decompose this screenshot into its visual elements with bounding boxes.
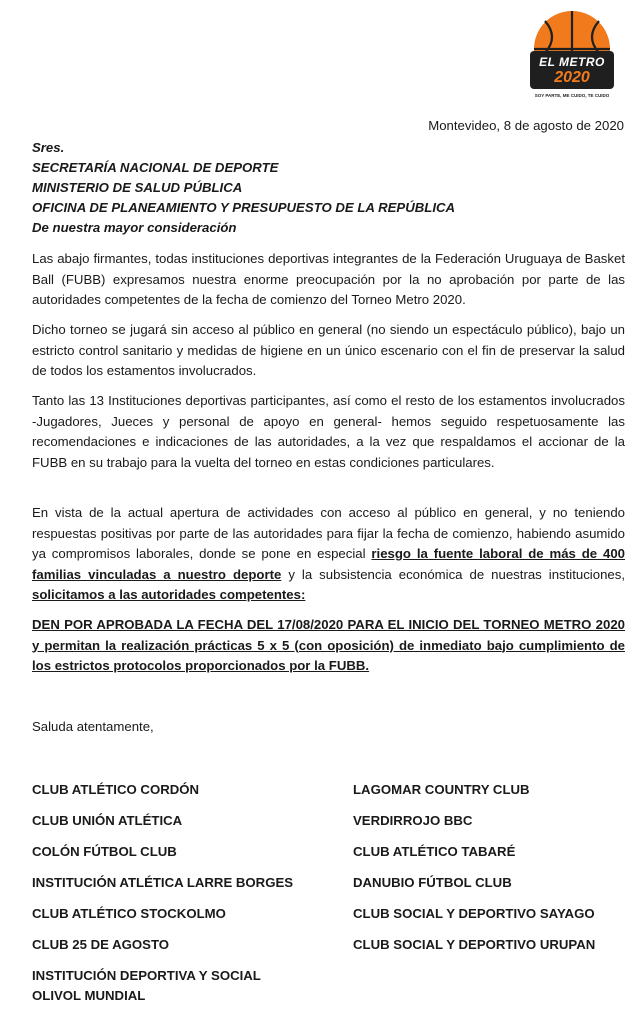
- paragraph-4-request: solicitamos a las autoridades competentes:: [32, 587, 306, 602]
- paragraph-4-text: En vista de la actual apertura de actividades con acceso al público en general, y no teniendo respuestas positivas por parte de las autoridades para fijar la fecha de comienzo, habiendo asumido ya compromisos laborales, donde se pone en especial: [32, 505, 625, 561]
- logo-title: EL METRO: [539, 55, 605, 69]
- logo-tagline: SOY PARTE, ME CUIDO, TE CUIDO: [534, 93, 610, 98]
- club-name: INSTITUCIÓN DEPORTIVA Y SOCIAL: [32, 968, 261, 983]
- club-name: LAGOMAR COUNTRY CLUB: [353, 782, 530, 797]
- club-name: INSTITUCIÓN ATLÉTICA LARRE BORGES: [32, 875, 294, 890]
- letter-date: Montevideo, 8 de agosto de 2020: [428, 118, 624, 133]
- clubs-left-column: [32, 780, 293, 1006]
- recipient-line: OFICINA DE PLANEAMIENTO Y PRESUPUESTO DE LA REPÚBLICA: [32, 200, 456, 215]
- paragraph-2: Dicho torneo se jugará sin acceso al público en general (no siendo un espectáculo público), bajo un estricto control sanitario y medidas de higiene en un único escenario con el fin de preservar la salud de todos los estamentos involucrados.: [32, 322, 625, 378]
- salutation-line: Sres.: [32, 140, 65, 155]
- paragraph-4-emphasis: riesgo la fuente laboral de más de 400 familias vinculadas a nuestro deporte: [32, 546, 625, 582]
- recipient-line: SECRETARÍA NACIONAL DE DEPORTE: [32, 160, 279, 175]
- addressee-block: [32, 138, 455, 238]
- request-paragraph: DEN POR APROBADA LA FECHA DEL 17/08/2020 PARA EL INICIO DEL TORNEO METRO 2020 y permitan la realización prácticas 5 x 5 (con oposición) de inmediato bajo cumplimiento de los estrictos protocolos proporcionados por la FUBB.: [32, 617, 625, 673]
- club-name: VERDIRROJO BBC: [353, 813, 473, 828]
- recipient-line: MINISTERIO DE SALUD PÚBLICA: [32, 180, 243, 195]
- club-name-continued: OLIVOL MUNDIAL: [32, 988, 146, 1003]
- clubs-right-column: [353, 780, 595, 955]
- club-name: DANUBIO FÚTBOL CLUB: [353, 875, 512, 890]
- club-name: CLUB ATLÉTICO CORDÓN: [32, 782, 200, 797]
- club-name: CLUB 25 DE AGOSTO: [32, 937, 170, 952]
- club-name: CLUB SOCIAL Y DEPORTIVO SAYAGO: [353, 906, 595, 921]
- club-name: CLUB SOCIAL Y DEPORTIVO URUPAN: [353, 937, 596, 952]
- consideration-line: De nuestra mayor consideración: [32, 220, 237, 235]
- paragraph-1: Las abajo firmantes, todas instituciones deportivas integrantes de la Federación Uruguaya de Basket Ball (FUBB) expresamos nuestra enorme preocupación por la no aprobación por parte de las autoridades competentes de la fecha de comienzo del Torneo Metro 2020.: [32, 251, 625, 307]
- paragraph-4-text: y la subsistencia económica de nuestras instituciones,: [281, 566, 625, 582]
- club-name: CLUB ATLÉTICO TABARÉ: [353, 844, 516, 859]
- club-name: CLUB UNIÓN ATLÉTICA: [32, 813, 183, 828]
- closing-greeting: Saluda atentamente,: [32, 719, 154, 734]
- club-name: COLÓN FÚTBOL CLUB: [32, 844, 177, 859]
- club-name: CLUB ATLÉTICO STOCKOLMO: [32, 906, 226, 921]
- paragraph-3: Tanto las 13 Instituciones deportivas participantes, así como el resto de los estamentos involucrados -Jugadores, Jueces y personal de apoyo en general- hemos seguido respetuosamente las recomendaciones e indicaciones de las autoridades, a la vez que respaldamos el accionar de la FUBB en su trabajo para la vuelta del torneo en estas condiciones particulares.: [32, 393, 625, 470]
- el-metro-2020-logo: [527, 9, 617, 109]
- logo-year: 2020: [554, 69, 590, 86]
- paragraph-4: [32, 503, 625, 606]
